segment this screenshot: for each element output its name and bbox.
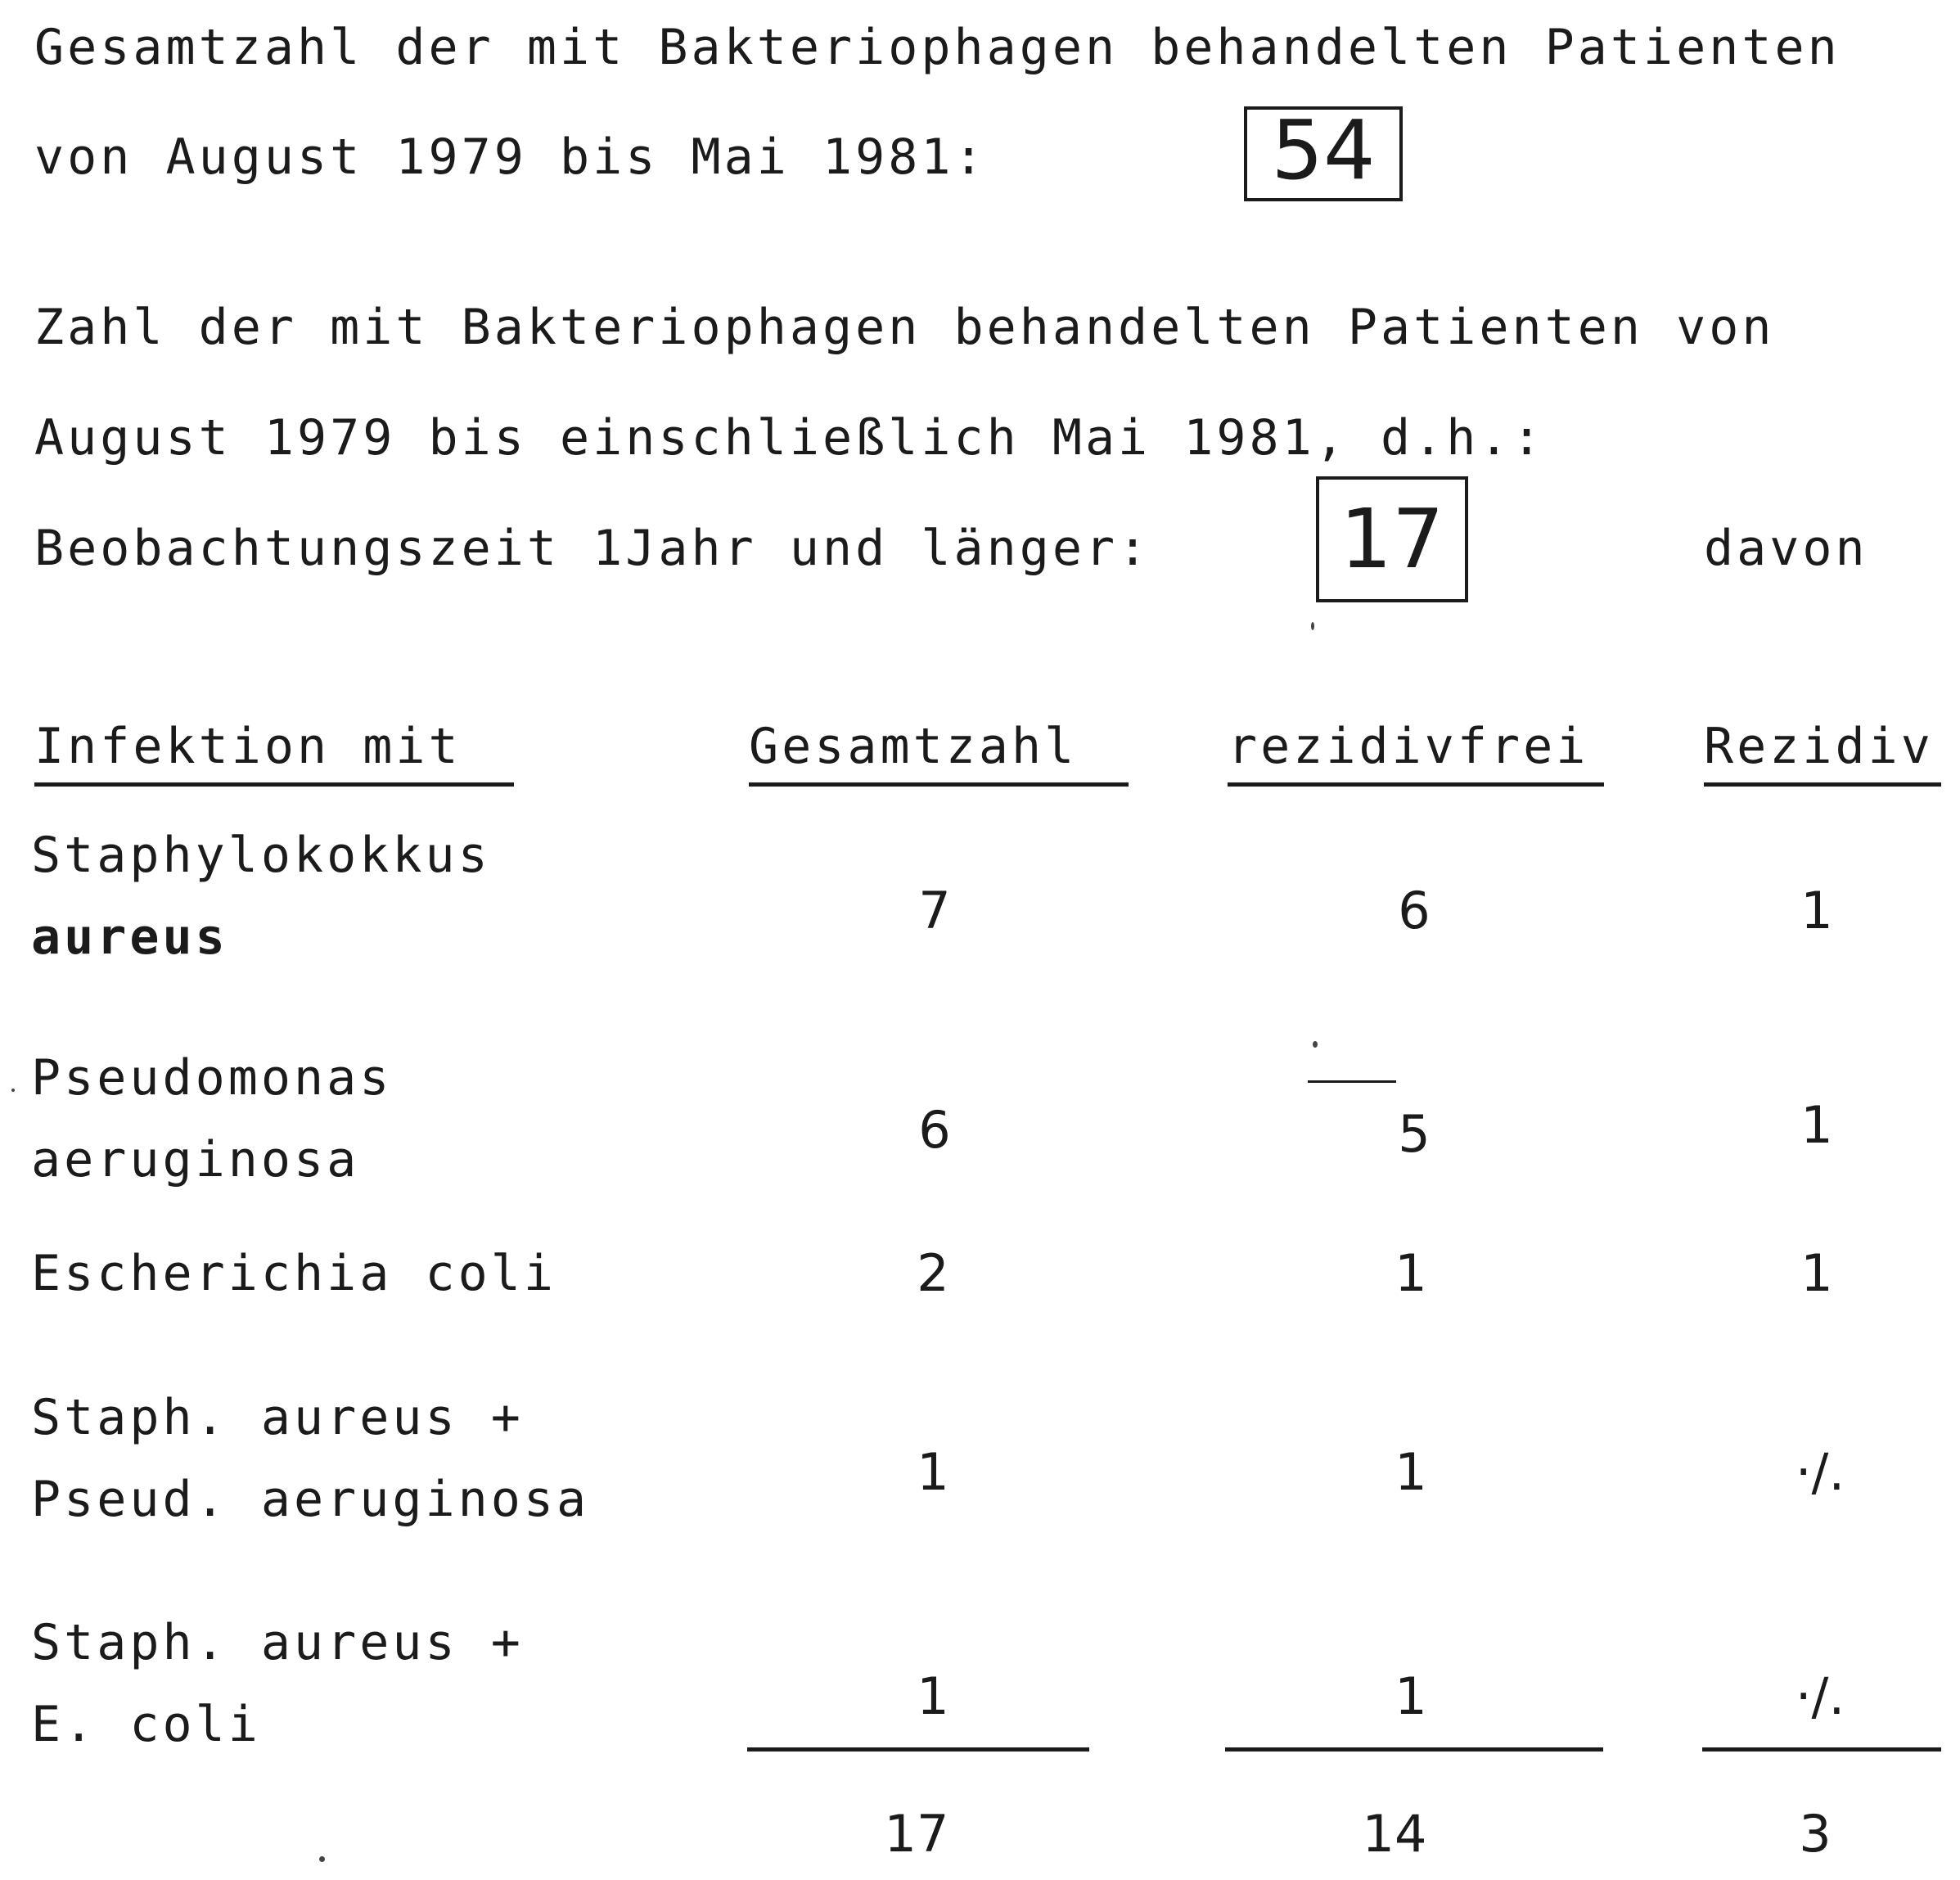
- row-infection-line: aeruginosa: [31, 1131, 360, 1188]
- sum-free-value: 14: [1362, 1804, 1427, 1864]
- observed-patients-box: 17: [1316, 476, 1468, 602]
- row-infection-line: Staphylokokkus: [31, 827, 491, 884]
- davon-label: davon: [1704, 520, 1868, 577]
- row-relapse-value: 1: [1800, 881, 1833, 940]
- header-relapse: Rezidiv: [1704, 722, 1941, 787]
- row-relapse-value: ·/.: [1795, 1442, 1845, 1502]
- header-free: rezidivfrei: [1228, 722, 1604, 787]
- sum-rule-relapse: [1702, 1747, 1941, 1752]
- scan-speck: [1313, 1041, 1318, 1048]
- scan-speck: [11, 1089, 15, 1092]
- row-infection-line: Staph. aureus +: [31, 1614, 524, 1671]
- row-total-value: 1: [917, 1442, 949, 1502]
- row-total-value: 2: [917, 1243, 949, 1303]
- row-free-value: 1: [1395, 1666, 1427, 1726]
- row-free-value: 5: [1398, 1104, 1431, 1164]
- sum-relapse-value: 3: [1799, 1804, 1832, 1864]
- section-line-3: Beobachtungszeit 1Jahr und länger:: [34, 520, 1151, 577]
- row-total-value: 7: [918, 881, 951, 940]
- row-infection-line: Pseud. aeruginosa: [31, 1471, 590, 1528]
- scan-speck: [319, 1856, 325, 1862]
- row-relapse-value: 1: [1800, 1095, 1833, 1155]
- row-relapse-value: ·/.: [1795, 1666, 1845, 1726]
- handwritten-dash: [1308, 1080, 1396, 1083]
- row-free-value: 1: [1395, 1442, 1427, 1502]
- row-total-value: 6: [918, 1100, 951, 1160]
- sum-total-value: 17: [884, 1804, 949, 1864]
- section-line-2: August 1979 bis einschließlich Mai 1981, d.h.:: [34, 409, 1545, 467]
- row-infection-line: Staph. aureus +: [31, 1389, 524, 1446]
- intro-line-1: Gesamtzahl der mit Bakteriophagen behandelten Patienten: [34, 19, 1841, 76]
- section-line-1: Zahl der mit Bakteriophagen behandelten Patienten von: [34, 299, 1775, 356]
- row-infection-line: Pseudomonas: [31, 1049, 393, 1107]
- header-total: Gesamtzahl: [749, 722, 1129, 787]
- row-free-value: 1: [1395, 1243, 1427, 1303]
- scan-speck: [1311, 622, 1314, 630]
- row-infection-line: aureus: [31, 908, 228, 966]
- row-total-value: 1: [917, 1666, 949, 1726]
- row-relapse-value: 1: [1800, 1243, 1833, 1303]
- row-infection-line: E. coli: [31, 1696, 261, 1753]
- sum-rule-free: [1225, 1747, 1603, 1752]
- row-infection-line: Escherichia coli: [31, 1245, 556, 1302]
- sum-rule-total: [747, 1747, 1089, 1752]
- header-infection: Infektion mit: [34, 722, 514, 787]
- intro-line-2: von August 1979 bis Mai 1981:: [34, 128, 987, 186]
- total-patients-box: 54: [1244, 106, 1403, 201]
- row-free-value: 6: [1398, 881, 1431, 940]
